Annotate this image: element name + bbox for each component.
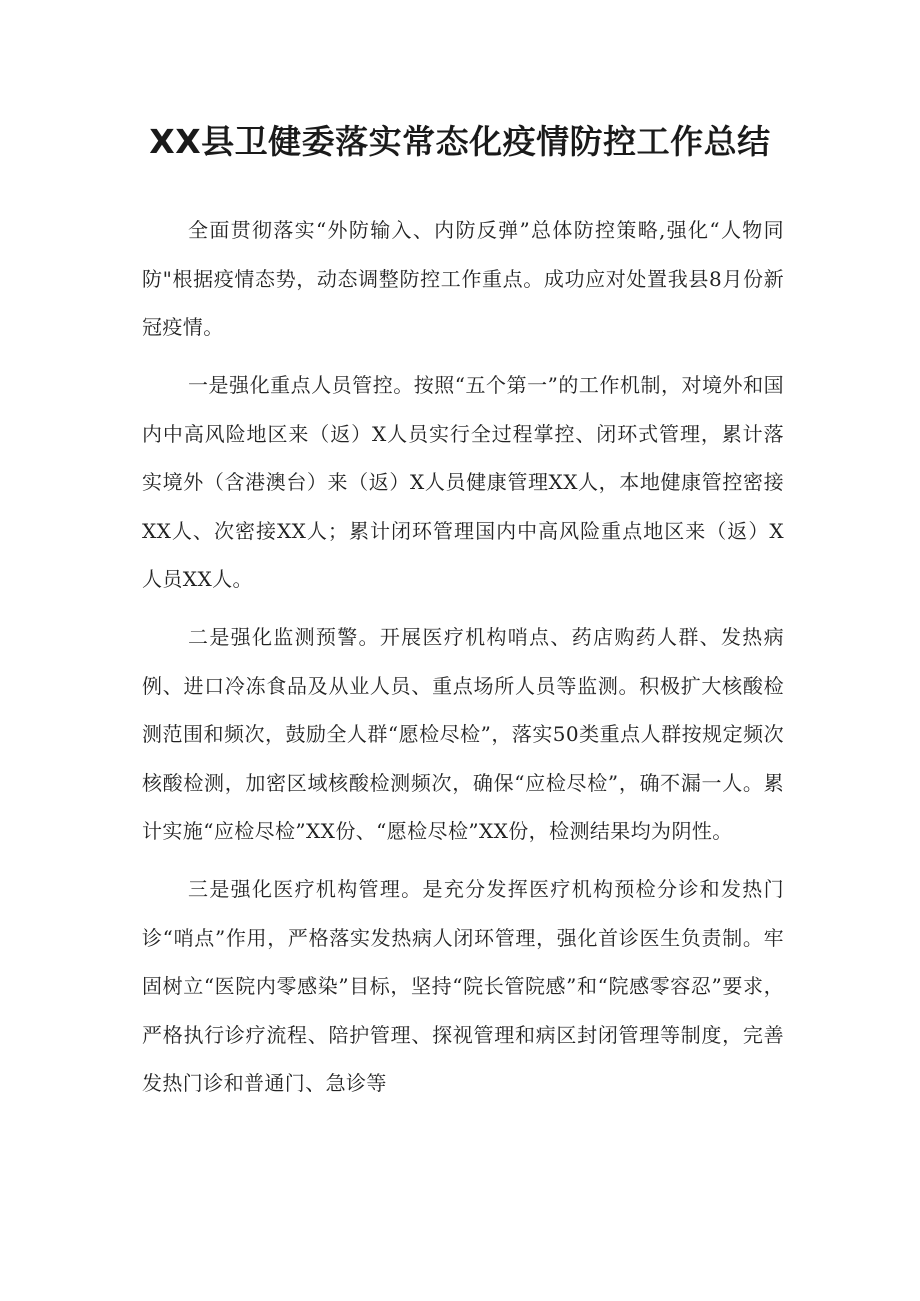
- paragraph-intro: 全面贯彻落实“外防输入、内防反弹”总体防控策略,强化“人物同防"根据疫情态势，动态调整防控工作重点。成功应对处置我县8月份新冠疫情。: [142, 218, 784, 339]
- paragraph-monitoring-warning: 二是强化监测预警。开展医疗机构哨点、药店购药人群、发热病例、进口冷冻食品及从业人员、重点场所人员等监测。积极扩大核酸检测范围和频次，鼓励全人群“愿检尽检”，落实50类重点人群按规定频次核酸检测，加密区域核酸检测频次，确保“应检尽检”，确不漏一人。累计实施“应检尽检”XX份、“愿检尽检”XX份，检测结果均为阴性。: [142, 625, 784, 843]
- document-title: XX县卫健委落实常态化疫情防控工作总结: [149, 122, 771, 161]
- paragraph-medical-institution: 三是强化医疗机构管理。是充分发挥医疗机构预检分诊和发热门诊“哨点”作用，严格落实发热病人闭环管理，强化首诊医生负责制。牢固树立“医院内零感染”目标，坚持“院长管院感”和“院感零容忍”要求，严格执行诊疗流程、陪护管理、探视管理和病区封闭管理等制度，完善发热门诊和普通门、急诊等: [142, 877, 784, 1095]
- paragraph-personnel-control: 一是强化重点人员管控。按照“五个第一”的工作机制，对境外和国内中高风险地区来（返）X人员实行全过程掌控、闭环式管理，累计落实境外（含港澳台）来（返）X人员健康管理XX人，本地健康管控密接XX人、次密接XX人；累计闭环管理国内中高风险重点地区来（返）X人员XX人。: [142, 373, 784, 591]
- document-body: [142, 206, 784, 1117]
